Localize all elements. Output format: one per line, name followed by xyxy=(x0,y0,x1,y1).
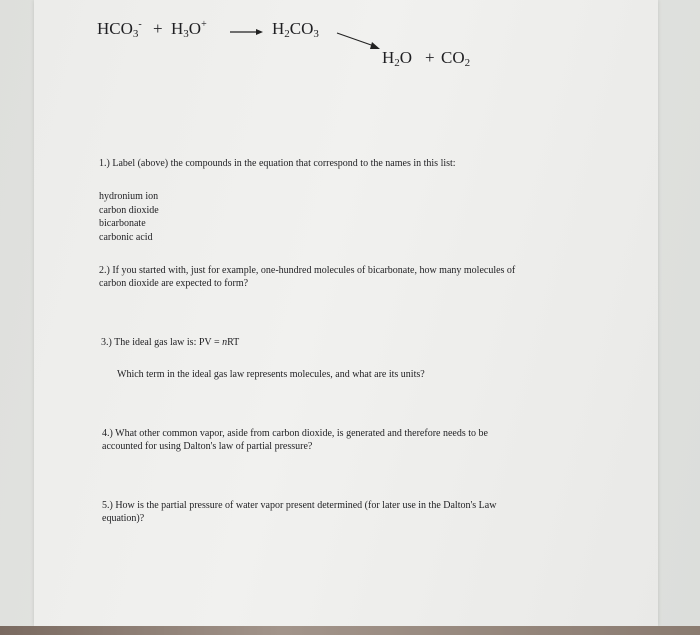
water-formula: $H_2O$ xyxy=(382,48,413,69)
decomposition-arrow-icon xyxy=(336,30,382,52)
question-2-line-2: carbon dioxide are expected to form? xyxy=(99,278,249,289)
carbon-dioxide-formula: $CO_2$ xyxy=(441,48,471,69)
question-3-subquestion: Which term in the ideal gas law represents molecules, and what are its units? xyxy=(117,369,425,380)
reaction-arrow-icon xyxy=(228,26,264,38)
list-item: carbonic acid xyxy=(99,231,153,243)
list-item: bicarbonate xyxy=(99,218,146,229)
carbonic-acid-formula: $H_2CO_3$ xyxy=(272,19,319,40)
plus-sign-2: + xyxy=(425,48,435,67)
question-3: 3.) The ideal gas law is: PV = nRT xyxy=(101,337,240,348)
question-2-line-1: 2.) If you started with, just for example, one-hundred molecules of bicarbonate, how many molecules of xyxy=(99,265,516,276)
desk-edge xyxy=(0,626,700,635)
question-4-line-1: 4.) What other common vapor, aside from carbon dioxide, is generated and therefore needs to be xyxy=(102,428,488,439)
hydronium-formula: $H_3O^+$ xyxy=(171,19,207,40)
bicarbonate-formula: $HCO_3^-$ xyxy=(97,19,142,40)
question-5-line-1: 5.) How is the partial pressure of water vapor present determined (for later use in the Dalton's Law xyxy=(102,500,497,511)
question-5-line-2: equation)? xyxy=(102,513,145,524)
list-item: hydronium ion xyxy=(99,191,159,202)
question-4-line-2: accounted for using Dalton's law of partial pressure? xyxy=(102,441,313,452)
question-1: 1.) Label (above) the compounds in the equation that correspond to the names in this list: xyxy=(99,158,456,169)
compound-name-list xyxy=(99,190,159,244)
plus-sign: + xyxy=(153,19,163,38)
worksheet-page xyxy=(34,0,658,626)
list-item: carbon dioxide xyxy=(99,204,159,216)
